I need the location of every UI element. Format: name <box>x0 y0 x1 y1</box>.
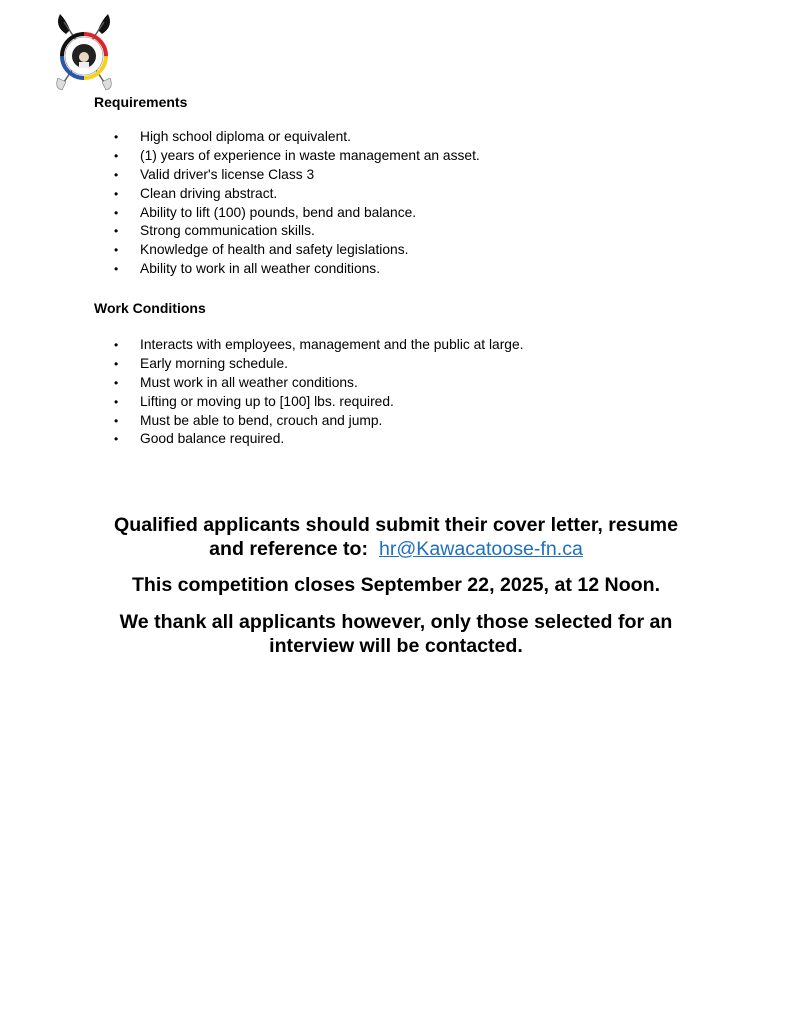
bullet-icon: • <box>114 262 119 277</box>
list-item: • Clean driving abstract. <box>112 185 480 204</box>
list-item: • Lifting or moving up to [100] lbs. required. <box>112 393 523 412</box>
list-item: • Good balance required. <box>112 430 523 449</box>
organization-logo <box>52 8 116 92</box>
bullet-icon: • <box>114 148 119 163</box>
list-item: • High school diploma or equivalent. <box>112 128 480 147</box>
bullet-icon: • <box>114 375 119 390</box>
list-item: • Knowledge of health and safety legislations. <box>112 241 480 260</box>
list-item: • (1) years of experience in waste management an asset. <box>112 147 480 166</box>
bullet-icon: • <box>114 224 119 239</box>
list-item: • Valid driver's license Class 3 <box>112 166 480 185</box>
feather-left-icon <box>58 14 70 34</box>
bullet-icon: • <box>114 243 119 258</box>
bullet-icon: • <box>114 394 119 409</box>
list-item: • Interacts with employees, management and the public at large. <box>112 336 523 355</box>
email-link[interactable]: hr@Kawacatoose-fn.ca <box>378 538 583 560</box>
list-item: • Strong communication skills. <box>112 222 480 241</box>
bullet-icon: • <box>114 413 119 428</box>
bullet-icon: • <box>114 432 119 447</box>
thank-you-note: We thank all applicants however, only those selected for an interview will be contacted. <box>119 611 673 657</box>
deadline-text: This competition closes September 22, 2025, at 12 Noon. <box>131 574 661 596</box>
feather-right-icon <box>98 14 110 34</box>
bullet-icon: • <box>114 205 119 220</box>
requirements-heading: Requirements <box>94 94 188 110</box>
list-item: • Ability to work in all weather conditions. <box>112 260 480 279</box>
list-item: • Ability to lift (100) pounds, bend and balance. <box>112 204 480 223</box>
list-item: • Must work in all weather conditions. <box>112 374 523 393</box>
bullet-icon: • <box>114 356 119 371</box>
bullet-icon: • <box>114 130 119 144</box>
list-item: • Early morning schedule. <box>112 355 523 374</box>
work-conditions-list <box>112 336 523 449</box>
seal-logo-icon <box>52 8 116 92</box>
bullet-icon: • <box>114 186 119 201</box>
bullet-icon: • <box>114 338 119 352</box>
list-item: • Must be able to bend, crouch and jump. <box>112 412 523 431</box>
submit-instructions: Qualified applicants should submit their cover letter, resume and reference to: hr@Kawacatoose-fn.ca <box>113 514 678 560</box>
bullet-icon: • <box>114 167 119 182</box>
requirements-list <box>112 128 480 279</box>
work-conditions-heading: Work Conditions <box>94 300 206 316</box>
